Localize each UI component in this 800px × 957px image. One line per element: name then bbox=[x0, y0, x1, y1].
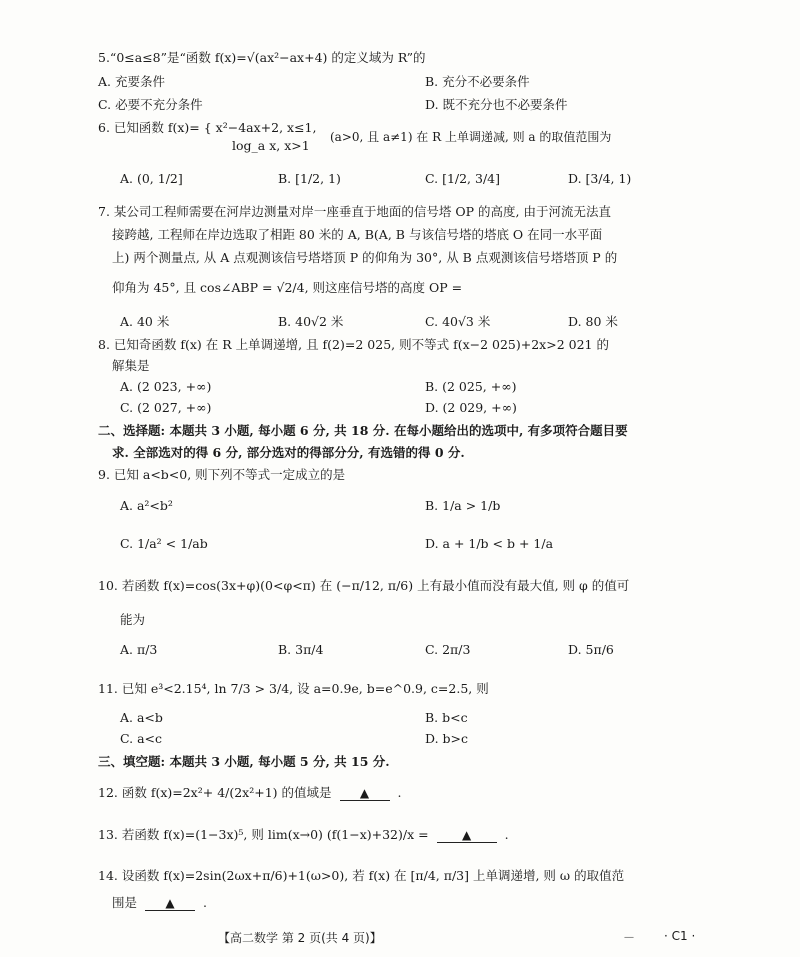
q9-option-b: B. 1/a > 1/b bbox=[425, 498, 501, 513]
q10-option-d: D. 5π/6 bbox=[568, 642, 614, 657]
q7-option-c: C. 40√3 米 bbox=[425, 314, 491, 329]
q11-stem: 11. 已知 e³<2.15⁴, ln 7/3 > 3/4, 设 a=0.9e, b=e^0.9, c=2.5, 则 bbox=[98, 681, 489, 696]
q5-stem-text: 5.“0≤a≤8”是“函数 f(x)=√(ax²−ax+4) 的定义域为 R”的 bbox=[98, 50, 426, 65]
q9-option-a: A. a²<b² bbox=[120, 498, 173, 513]
q13-line bbox=[98, 829, 509, 843]
q10-line2: 能为 bbox=[120, 612, 146, 627]
q10-option-c: C. 2π/3 bbox=[425, 642, 471, 657]
q8-option-a: A. (2 023, +∞) bbox=[120, 379, 212, 394]
q9-option-c: C. 1/a² < 1/ab bbox=[120, 536, 208, 551]
q13-stem: 13. 若函数 f(x)=(1−3x)⁵, 则 lim(x→0) (f(1−x)+32)/x = bbox=[98, 827, 429, 842]
q5-option-a: A. 充要条件 bbox=[98, 74, 165, 89]
q7-line4: 仰角为 45°, 且 cos∠ABP = √2/4, 则这座信号塔的高度 OP = bbox=[112, 280, 463, 295]
q7-option-b: B. 40√2 米 bbox=[278, 314, 344, 329]
section2-heading-line2: 求. 全部选对的得 6 分, 部分选对的得部分分, 有选错的得 0 分. bbox=[112, 445, 465, 460]
q12-line bbox=[98, 787, 401, 801]
q5-stem bbox=[98, 52, 425, 65]
q8-line1: 8. 已知奇函数 f(x) 在 R 上单调递增, 且 f(2)=2 025, 则不等式 f(x−2 025)+2x>2 021 的 bbox=[98, 337, 609, 352]
q10-option-a: A. π/3 bbox=[120, 642, 158, 657]
q7-option-d: D. 80 米 bbox=[568, 314, 618, 329]
q6-option-d: D. [3/4, 1) bbox=[568, 171, 632, 186]
q6-stem-line1 bbox=[98, 122, 317, 135]
q10-option-b: B. 3π/4 bbox=[278, 642, 324, 657]
q14-line2-text: 围是 bbox=[112, 895, 138, 910]
q8-option-c: C. (2 027, +∞) bbox=[120, 400, 212, 415]
q6-stem-a: 6. 已知函数 f(x)= { x²−4ax+2, x≤1, bbox=[98, 120, 317, 135]
q9-stem: 9. 已知 a<b<0, 则下列不等式一定成立的是 bbox=[98, 467, 346, 482]
exam-page bbox=[98, 0, 710, 957]
q6-option-b: B. [1/2, 1) bbox=[278, 171, 341, 186]
answer-marker-triangle-icon: ▲ bbox=[165, 896, 175, 910]
q8-line2: 解集是 bbox=[112, 358, 150, 373]
answer-marker-triangle-icon: ▲ bbox=[461, 828, 472, 842]
q5-option-d: D. 既不充分也不必要条件 bbox=[425, 97, 568, 112]
q5-option-b: B. 充分不必要条件 bbox=[425, 74, 530, 89]
q14-line1: 14. 设函数 f(x)=2sin(2ωx+π/6)+1(ω>0), 若 f(x) 在 [π/4, π/3] 上单调递增, 则 ω 的取值范 bbox=[98, 868, 625, 883]
q14-tail: . bbox=[202, 895, 207, 910]
q14-answer-blank bbox=[145, 897, 195, 911]
q12-stem: 12. 函数 f(x)=2x²+ 4/(2x²+1) 的值域是 bbox=[98, 785, 332, 800]
q5-option-c: C. 必要不充分条件 bbox=[98, 97, 203, 112]
paper-code: · C1 · bbox=[664, 929, 696, 943]
section2-heading-line1: 二、选择题: 本题共 3 小题, 每小题 6 分, 共 18 分. 在每小题给出的选项中, 有多项符合题目要 bbox=[98, 423, 628, 438]
q11-option-b: B. b<c bbox=[425, 710, 468, 725]
q7-line1: 7. 某公司工程师需要在河岸边测量对岸一座垂直于地面的信号塔 OP 的高度, 由于河流无法直 bbox=[98, 204, 611, 219]
footer-dash: — bbox=[624, 932, 634, 943]
q6-option-c: C. [1/2, 3/4] bbox=[425, 171, 500, 186]
q9-option-d: D. a + 1/b < b + 1/a bbox=[425, 536, 554, 551]
q7-line3: 上) 两个测量点, 从 A 点观测该信号塔塔顶 P 的仰角为 30°, 从 B 点观测该信号塔塔顶 P 的 bbox=[112, 250, 618, 265]
q6-option-a: A. (0, 1/2] bbox=[120, 171, 183, 186]
q7-line2: 接跨越, 工程师在岸边选取了相距 80 米的 A, B(A, B 与该信号塔的塔底 O 在同一水平面 bbox=[112, 227, 603, 242]
section3-heading: 三、填空题: 本题共 3 小题, 每小题 5 分, 共 15 分. bbox=[98, 754, 390, 769]
q14-line2 bbox=[112, 897, 207, 911]
q11-option-a: A. a<b bbox=[120, 710, 163, 725]
q10-line1: 10. 若函数 f(x)=cos(3x+φ)(0<φ<π) 在 (−π/12, π/6) 上有最小值而没有最大值, 则 φ 的值可 bbox=[98, 578, 630, 593]
q7-option-a: A. 40 米 bbox=[120, 314, 170, 329]
q6-stem-line2: log_a x, x>1 bbox=[232, 138, 310, 153]
q13-tail: . bbox=[504, 827, 509, 842]
page-footer: 【高二数学 第 2 页(共 4 页)】 bbox=[218, 931, 382, 945]
q8-option-b: B. (2 025, +∞) bbox=[425, 379, 517, 394]
q6-stem-c: (a>0, 且 a≠1) 在 R 上单调递减, 则 a 的取值范围为 bbox=[330, 130, 612, 144]
q12-tail: . bbox=[397, 785, 402, 800]
q12-answer-blank bbox=[340, 787, 390, 801]
q11-option-d: D. b>c bbox=[425, 731, 468, 746]
q8-option-d: D. (2 029, +∞) bbox=[425, 400, 517, 415]
q13-answer-blank bbox=[437, 829, 497, 843]
answer-marker-triangle-icon: ▲ bbox=[359, 786, 370, 800]
q11-option-c: C. a<c bbox=[120, 731, 162, 746]
